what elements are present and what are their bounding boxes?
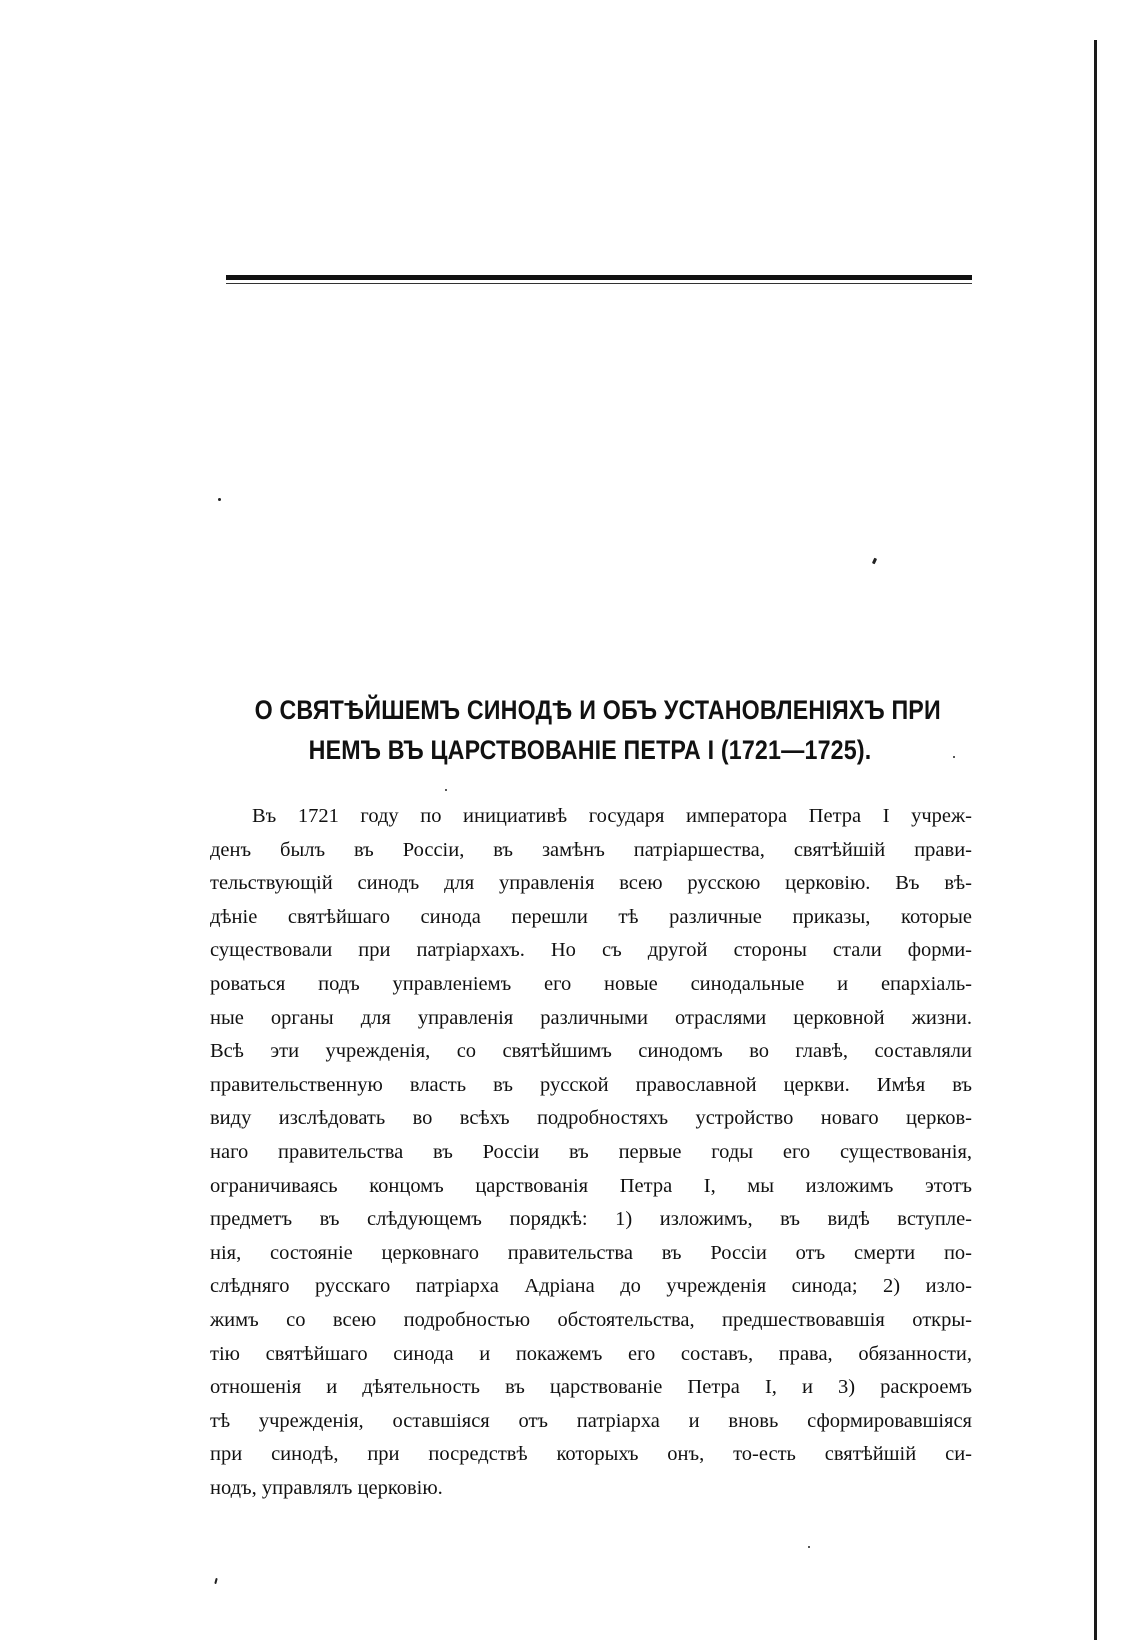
scan-speck: [214, 1578, 217, 1584]
body-paragraph: [210, 800, 972, 1505]
body-line: предметъ въ слѣдующемъ порядкѣ: 1) изложимъ, въ видѣ вступле-: [210, 1208, 972, 1231]
scan-speck: [218, 498, 221, 501]
header-rule: [226, 275, 972, 280]
page-edge-line: [1094, 40, 1097, 1640]
body-line: ные органы для управленія различными отраслями церковной жизни.: [210, 1006, 972, 1029]
body-line: тѣ учрежденія, оставшіяся отъ патріарха и вновь сформировавшіяся: [210, 1409, 972, 1432]
body-line: нія, состояніе церковнаго правительства въ Россіи отъ смерти по-: [210, 1241, 972, 1264]
body-line: существовали при патріархахъ. Но съ другой стороны стали форми-: [210, 939, 972, 962]
body-line: дѣніе святѣйшаго синода перешли тѣ различные приказы, которые: [210, 905, 972, 928]
header-rule-thin: [226, 283, 972, 284]
body-line: отношенія и дѣятельность въ царствованіе Петра I, и 3) раскроемъ: [210, 1376, 972, 1399]
body-line: тельствующій синодъ для управленія всею русскою церковію. Въ вѣ-: [210, 872, 972, 895]
body-line: денъ былъ въ Россіи, въ замѣнъ патріаршества, святѣйшій прави-: [210, 838, 972, 861]
title-line-2: НЕМЪ ВЪ ЦАРСТВОВАНІЕ ПЕТРА I (1721—1725).: [308, 735, 872, 765]
body-line: виду изслѣдовать во всѣхъ подробностяхъ устройство новаго церков-: [210, 1107, 972, 1130]
body-line: Въ 1721 году по инициативѣ государя императора Петра I учреж-: [252, 805, 972, 827]
body-line: роваться подъ управленіемъ его новые синодальные и епархіаль-: [210, 972, 972, 995]
scan-speck: [808, 1546, 810, 1548]
body-line: тію святѣйшаго синода и покажемъ его составъ, права, обязанности,: [210, 1342, 972, 1365]
body-line: Всѣ эти учрежденія, со святѣйшимъ синодомъ во главѣ, составляли: [210, 1040, 972, 1063]
scan-speck: [953, 756, 955, 758]
body-line: слѣдняго русскаго патріарха Адріана до учрежденія синода; 2) изло-: [210, 1275, 972, 1298]
scan-speck: [872, 558, 877, 565]
body-line: наго правительства въ Россіи въ первые годы его существованія,: [210, 1140, 972, 1163]
scan-speck: [445, 789, 447, 791]
body-line: нодъ, управлялъ церковію.: [210, 1476, 443, 1499]
title-line-1: О СВЯТѢЙШЕМЪ СИНОДѢ И ОБЪ УСТАНОВЛЕНІЯХЪ ПРИ: [254, 695, 941, 725]
article-title: [254, 690, 941, 770]
body-line: ограничиваясь концомъ царствованія Петра I, мы изложимъ этотъ: [210, 1174, 972, 1197]
body-line: жимъ со всею подробностью обстоятельства, предшествовавшія откры-: [210, 1308, 972, 1331]
body-line: при синодѣ, при посредствѣ которыхъ онъ, то-есть святѣйшій си-: [210, 1443, 972, 1466]
body-line: правительственную власть въ русской православной церкви. Имѣя въ: [210, 1073, 972, 1096]
